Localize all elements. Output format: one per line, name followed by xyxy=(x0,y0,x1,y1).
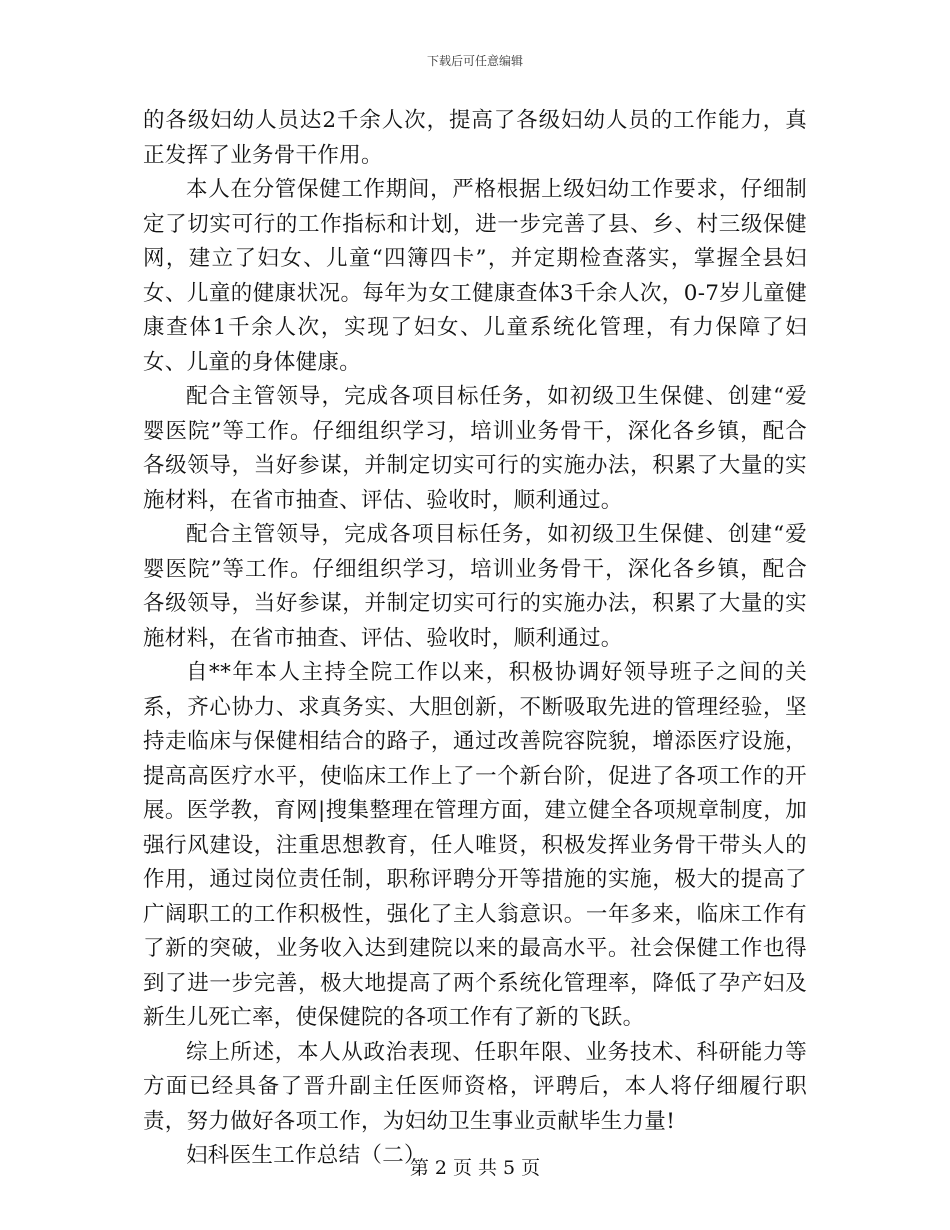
paragraph-cooperation: 配合主管领导，完成各项目标任务，如初级卫生保健、创建“爱婴医院”等工作。仔细组织学习，培训业务骨干，深化各乡镇，配合各级领导，当好参谋，并制定切实可行的实施办法，积累了大量的实施材料，在省市抽查、评估、验收时，顺利通过。 xyxy=(143,384,807,513)
section-title: 妇科医生工作总结（二） xyxy=(186,1143,426,1168)
paragraph-hospital-management: 自**年本人主持全院工作以来，积极协调好领导班子之间的关系，齐心协力、求真务实、大胆创新，不断吸取先进的管理经验，坚持走临床与保健相结合的路子，通过改善院容院貌，增添医疗设施，提高高医疗水平，使临床工作上了一个新台阶，促进了各项工作的开展。医学教，育网|搜集整理在管理方面，建立健全各项规章制度，加强行风建设，注重思想教育，任人唯贤，积极发挥业务骨干带头人的作用，通过岗位责任制，职称评聘分开等措施的实施，极大的提高了广阔职工的工作积极性，强化了主人翁意识。一年多来，临床工作有了新的突破，业务收入达到建院以来的最高水平。社会保健工作也得到了进一步完善，极大地提高了两个系统化管理率，降低了孕产妇及新生儿死亡率，使保健院的各项工作有了新的飞跃。 xyxy=(143,660,807,1030)
paragraph-summary: 综上所述，本人从政治表现、任职年限、业务技术、科研能力等方面已经具备了晋升副主任医师资格，评聘后，本人将仔细履行职责，努力做好各项工作，为妇幼卫生事业贡献毕生力量! xyxy=(143,1039,807,1134)
paragraph-continuation: 的各级妇幼人员达2千余人次，提高了各级妇幼人员的工作能力，真正发挥了业务骨干作用。 xyxy=(143,108,807,168)
page-number: 第 2 页 共 5 页 xyxy=(409,1157,541,1179)
document-body xyxy=(143,104,807,1174)
page-header: 下载后可任意编辑 xyxy=(426,54,523,68)
paragraph-health-work: 本人在分管保健工作期间，严格根据上级妇幼工作要求，仔细制定了切实可行的工作指标和计划，进一步完善了县、乡、村三级保健网，建立了妇女、儿童“四簿四卡”，并定期检查落实，掌握全县妇女、儿童的健康状况。每年为女工健康查体3千余人次，0-7岁儿童健康查体1千余人次，实现了妇女、儿童系统化管理，有力保障了妇女、儿童的身体健康。 xyxy=(143,177,807,375)
paragraph-cooperation-repeat: 配合主管领导，完成各项目标任务，如初级卫生保健、创建“爱婴医院”等工作。仔细组织学习，培训业务骨干，深化各乡镇，配合各级领导，当好参谋，并制定切实可行的实施办法，积累了大量的实施材料，在省市抽查、评估、验收时，顺利通过。 xyxy=(143,522,807,651)
